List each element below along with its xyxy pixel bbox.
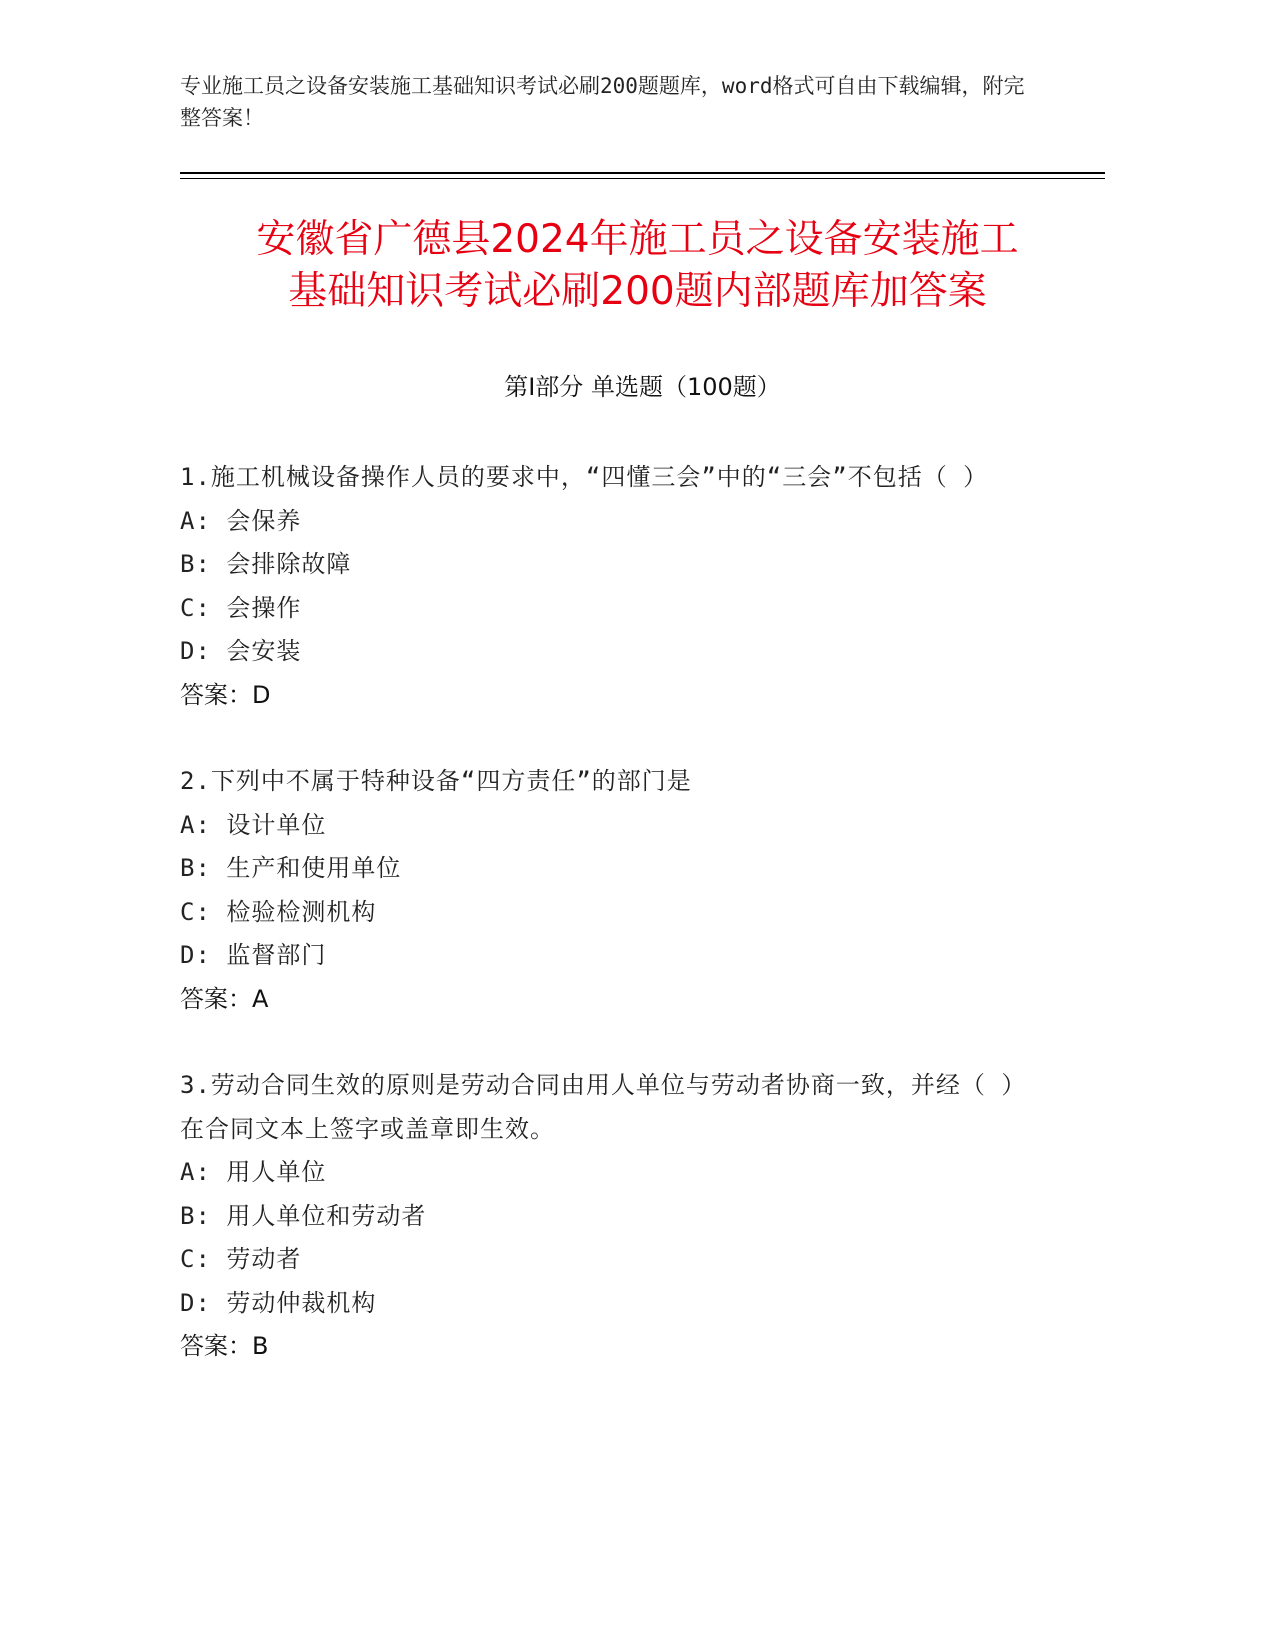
option-b: B: 会排除故障: [180, 550, 352, 578]
header-note: 专业施工员之设备安装施工基础知识考试必刷200题题库，word格式可自由下载编辑，附完整答案！: [180, 74, 1025, 130]
title-line-1: 安徽省广德县2024年施工员之设备安装施工: [256, 217, 1019, 262]
document-title: [160, 214, 1115, 318]
question-stem: 3.劳动合同生效的原则是劳动合同由用人单位与劳动者协商一致，并经（ ）在合同文本上签字或盖章即生效。: [180, 1071, 1027, 1143]
question-stem: 1.施工机械设备操作人员的要求中，“四懂三会”中的“三会”不包括（ ）: [180, 463, 989, 491]
header-divider-thick: [180, 172, 1105, 174]
option-a: A: 会保养: [180, 506, 302, 535]
option-a: A: 用人单位: [180, 1158, 327, 1186]
option-b: B: 用人单位和劳动者: [180, 1201, 427, 1230]
header-divider-thin: [180, 178, 1105, 179]
title-line-2: 基础知识考试必刷200题内部题库加答案: [288, 269, 987, 314]
option-a: A: 设计单位: [180, 810, 327, 839]
option-d: D: 监督部门: [180, 941, 327, 969]
option-c: C: 检验检测机构: [180, 897, 377, 926]
question-3: [180, 1064, 1030, 1369]
answer: 答案：B: [180, 1332, 269, 1360]
option-c: C: 劳动者: [180, 1245, 302, 1273]
question-list: [180, 456, 1030, 1412]
option-b: B: 生产和使用单位: [180, 854, 402, 882]
question-2: [180, 760, 1030, 1021]
option-c: C: 会操作: [180, 593, 302, 622]
question-1: [180, 456, 1030, 717]
option-d: D: 劳动仲裁机构: [180, 1288, 377, 1317]
section-heading: 第Ⅰ部分 单选题（100题）: [504, 373, 781, 401]
option-d: D: 会安装: [180, 637, 302, 665]
answer: 答案：D: [180, 680, 271, 709]
question-stem: 2.下列中不属于特种设备“四方责任”的部门是: [180, 767, 692, 795]
answer: 答案：A: [180, 984, 269, 1013]
